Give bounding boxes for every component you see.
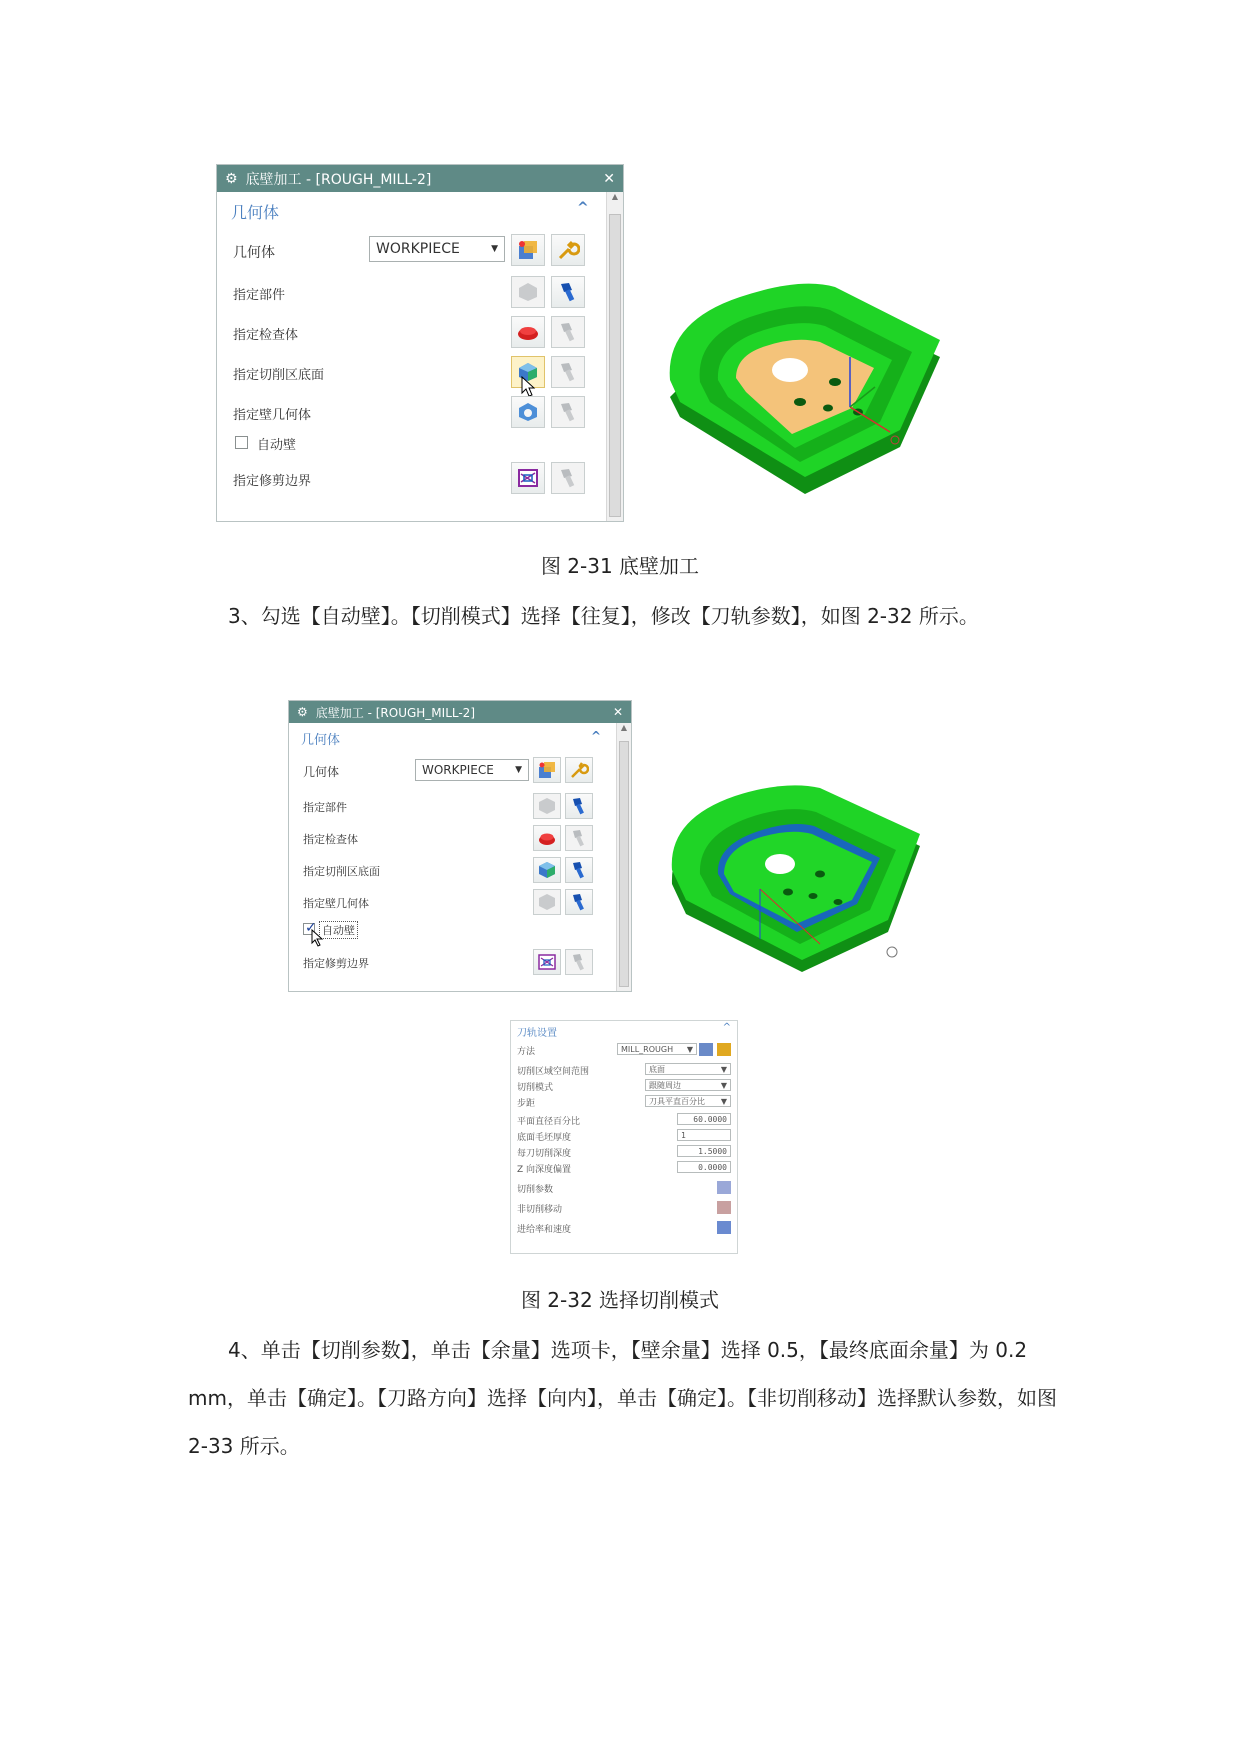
row-label-cut-floor: 指定切削区底面 [233,368,325,383]
select-wall-geometry-button[interactable] [533,889,561,915]
toolpath-settings-panel [510,1020,738,1254]
part-model-floor-selected [650,262,1010,532]
close-icon[interactable]: ✕ [612,705,623,719]
cut-pattern-row [517,1079,731,1093]
display-part-button[interactable] [551,276,585,308]
depth-per-cut-input[interactable]: 1.5000 [677,1145,731,1157]
display-cut-floor-button[interactable] [551,356,585,388]
floor-blank-thickness-label: 底面毛坯厚度 [517,1133,572,1143]
geometry-select-value: WORKPIECE [422,763,494,777]
feeds-speeds-label: 进给率和速度 [517,1225,572,1235]
new-geometry-button[interactable] [533,757,561,783]
row-label-wall-geometry: 指定壁几何体 [303,897,369,910]
cut-pattern-label: 切削模式 [517,1083,554,1093]
select-wall-geometry-button[interactable] [511,396,545,428]
flashlight-icon [569,892,589,912]
new-geometry-icon [537,760,557,780]
row-label-specify-part: 指定部件 [303,801,347,814]
wrench-icon [556,238,580,262]
row-label-wall-geometry: 指定壁几何体 [233,408,312,423]
cut-pattern-select[interactable]: 跟随周边 ▼ [645,1079,731,1091]
panel-header: 刀轨设置 [517,1028,557,1039]
trim-boundary-icon [537,952,557,972]
geometry-label: 几何体 [303,765,340,779]
figure-caption-2-31: 图 2-31 底壁加工 [540,554,700,578]
instruction-step-4 [188,1326,1058,1470]
cut-region-label: 切削区域空间范围 [517,1067,590,1077]
wrench-icon[interactable] [717,1043,731,1056]
geometry-select[interactable] [369,236,505,262]
new-geometry-icon [516,238,540,262]
dialog-title: 底壁加工 - [ROUGH_MILL-2] [315,705,475,720]
close-icon[interactable]: ✕ [603,170,615,187]
gear-icon[interactable]: ⚙ [297,705,308,719]
floor-blank-thickness-row [517,1129,731,1143]
collapse-chevron-icon[interactable]: ^ [722,1022,731,1033]
display-trim-boundary-button[interactable] [565,949,593,975]
method-label: 方法 [517,1047,536,1057]
row-label-cut-floor: 指定切削区底面 [303,865,380,878]
cut-region-select[interactable]: 底面 ▼ [645,1063,731,1075]
flashlight-disabled-icon [556,400,580,424]
mouse-cursor-icon [311,929,325,947]
flashlight-disabled-icon [569,952,589,972]
dialog-floor-wall-2 [288,700,632,992]
edit-geometry-button[interactable] [551,234,585,266]
row-label-check-body: 指定检查体 [233,328,299,343]
check-body-icon [537,828,557,848]
z-depth-offset-label: Z 向深度偏置 [517,1165,572,1175]
geometry-label: 几何体 [233,245,275,261]
flashlight-disabled-icon [556,320,580,344]
select-check-body-button[interactable] [533,825,561,851]
instruction-step-3 [188,592,1058,640]
non-cutting-moves-row[interactable] [517,1201,731,1215]
depth-per-cut-row [517,1145,731,1159]
method-value: MILL_ROUGH [621,1044,674,1054]
method-select[interactable]: MILL_ROUGH ▼ [617,1043,697,1055]
dialog-titlebar[interactable] [217,165,623,192]
dropdown-arrow-icon: ▼ [491,244,498,254]
collapse-chevron-icon[interactable]: ^ [591,729,602,743]
flashlight-disabled-icon [556,466,580,490]
figure-caption-2-32: 图 2-32 选择切削模式 [520,1288,720,1312]
edit-geometry-button[interactable] [565,757,593,783]
cutting-parameters-label: 切削参数 [517,1185,554,1195]
instruction-step-4-text: 4、单击【切削参数】，单击【余量】选项卡，【壁余量】选择 0.5，【最终底面余量】为 0.2 mm，单击【确定】。【刀路方向】选择【向内】，单击【确定】。【非切削移动】选择默认参数，如图 2-33 所示。 [188,1338,1057,1458]
method-row [517,1043,731,1057]
stepover-label: 步距 [517,1099,536,1109]
row-label-check-body: 指定检查体 [303,833,358,846]
feeds-speeds-row[interactable] [517,1221,731,1235]
trim-boundary-icon [516,466,540,490]
scroll-up-icon[interactable]: ▲ [620,723,628,732]
display-cut-floor-button[interactable] [565,857,593,883]
dialog-scrollbar[interactable] [616,723,631,991]
auto-wall-label: 自动壁 [319,921,358,939]
gear-icon[interactable]: ⚙ [225,170,238,187]
cut-pattern-value: 跟随周边 [649,1080,681,1090]
auto-wall-label: 自动壁 [257,438,297,453]
stepover-select[interactable]: 刀具平直百分比 ▼ [645,1095,731,1107]
display-check-body-button[interactable] [551,316,585,348]
scrollbar-thumb[interactable] [609,214,621,517]
scrollbar-thumb[interactable] [619,741,629,987]
select-part-button[interactable] [533,793,561,819]
stepover-value: 刀具平直百分比 [649,1096,705,1106]
display-part-button[interactable] [565,793,593,819]
display-wall-geometry-button[interactable] [565,889,593,915]
z-depth-offset-input[interactable]: 0.0000 [677,1161,731,1173]
flashlight-disabled-icon [569,828,589,848]
select-check-body-button[interactable] [511,316,545,348]
row-label-trim-boundary: 指定修剪边界 [233,474,312,489]
new-method-icon[interactable] [699,1043,713,1056]
part-cube-icon [516,280,540,304]
part-cube-icon [537,796,557,816]
feeds-speeds-icon[interactable] [717,1221,731,1234]
cut-floor-icon [537,860,557,880]
flashlight-icon [569,796,589,816]
cutting-parameters-icon[interactable] [717,1181,731,1194]
dialog-floor-wall-1 [216,164,624,522]
part-model-auto-wall [660,774,950,1010]
cutting-parameters-row[interactable] [517,1181,731,1195]
stepover-row [517,1095,731,1109]
depth-per-cut-label: 每刀切削深度 [517,1149,572,1159]
section-title: 几何体 [301,733,341,748]
non-cutting-moves-label: 非切削移动 [517,1205,563,1215]
dialog-titlebar[interactable] [289,701,631,723]
wall-geometry-icon [516,400,540,424]
scroll-up-icon[interactable]: ▲ [611,192,619,201]
new-geometry-button[interactable] [511,234,545,266]
collapse-chevron-icon[interactable]: ^ [577,200,589,216]
part-cube-icon [537,892,557,912]
display-wall-geometry-button[interactable] [551,396,585,428]
display-check-body-button[interactable] [565,825,593,851]
dialog-scrollbar[interactable] [606,192,623,521]
select-cut-floor-button[interactable] [533,857,561,883]
geometry-select-value: WORKPIECE [376,241,460,257]
floor-blank-thickness-input[interactable]: 1 [677,1129,731,1141]
dropdown-arrow-icon: ▼ [515,765,522,775]
instruction-step-3-text: 3、勾选【自动壁】。【切削模式】选择【往复】，修改【刀轨参数】，如图 2-32 所示。 [228,604,979,628]
tool-diameter-percent-row [517,1113,731,1127]
geometry-select[interactable] [415,759,529,781]
display-trim-boundary-button[interactable] [551,462,585,494]
flashlight-icon [569,860,589,880]
tool-diameter-percent-input[interactable]: 60.0000 [677,1113,731,1125]
row-label-specify-part: 指定部件 [233,288,286,303]
auto-wall-checkbox[interactable] [235,436,248,449]
flashlight-icon [556,280,580,304]
dialog-title: 底壁加工 - [ROUGH_MILL-2] [245,171,432,188]
cut-region-value: 底面 [649,1064,665,1074]
tool-diameter-percent-label: 平面直径百分比 [517,1117,581,1127]
section-title: 几何体 [231,203,280,222]
row-label-trim-boundary: 指定修剪边界 [303,957,369,970]
select-trim-boundary-button[interactable] [533,949,561,975]
mouse-cursor-icon [521,376,537,398]
non-cutting-moves-icon[interactable] [717,1201,731,1214]
wrench-icon [569,760,589,780]
select-trim-boundary-button[interactable] [511,462,545,494]
select-part-button[interactable] [511,276,545,308]
flashlight-disabled-icon [556,360,580,384]
z-depth-offset-row [517,1161,731,1175]
check-body-icon [516,320,540,344]
cut-region-row [517,1063,731,1077]
